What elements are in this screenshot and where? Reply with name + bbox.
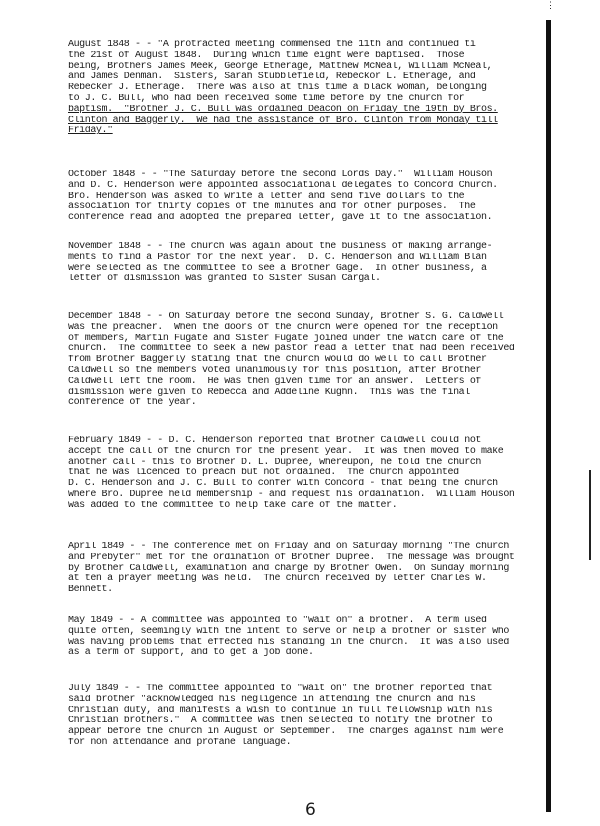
- text-line: August 1848 - - "A protracted meeting commensed the 11th and continued ti: [68, 40, 476, 50]
- text-line: conference of the year.: [68, 398, 197, 409]
- text-line: by Brother Caldwell, examination and charge by Brother Owen. On Sunday morning: [68, 563, 509, 574]
- text-line: February 1849 - - D. C. Henderson reported that Brother Caldwell could not: [68, 436, 481, 446]
- entry-april-1849: [68, 542, 598, 596]
- text-line: association for thirty copies of the minutes and for other purposes. The: [68, 202, 476, 213]
- text-line: appear before the church in August or September. The charges against him were: [68, 727, 504, 738]
- text-line: December 1848 - - On Saturday before the second Sunday, Brother S. G. Caldwell: [68, 312, 504, 322]
- text-line: Friday.": [68, 126, 113, 137]
- text-line: Clinton and Baggerly. We had the assistance of Bro. Clinton from Monday till: [68, 115, 498, 126]
- text-line: church. The committee to seek a new pastor read a letter that had been received: [68, 344, 515, 355]
- text-line: for non attendance and profane language.: [68, 737, 292, 748]
- text-line: ments to find a Pastor for the next year. D. C. Henderson and William Blan: [68, 252, 487, 263]
- text-line: as a term of support, and to get a job done.: [68, 648, 314, 659]
- text-line: the 21st of August 1848. During which time eight were baptised. Those: [68, 50, 465, 61]
- text-line: and D. C. Henderson were appointed associational delegates to Concord Church.: [68, 180, 498, 191]
- text-line: Bennett.: [68, 585, 113, 596]
- page-number: 6: [305, 800, 316, 820]
- text-line: dismission were given to Rebecca and Addeline Kughn. This was the final: [68, 387, 470, 398]
- text-line: of members, Martin Fugate and Sister Fugate joined under the watch care of the: [68, 333, 504, 344]
- text-line: July 1849 - - The committee appointed to "wait on" the brother reported that: [68, 684, 493, 694]
- text-line: conference read and adopted the prepared letter, gave it to the association.: [68, 213, 493, 224]
- corner-mark: ⋮: [546, 1, 555, 11]
- text-line: accept the call of the church for the present year. It was then moved to make: [68, 446, 504, 457]
- text-line: to J. C. Bull, who had been received some time before by the church for: [68, 93, 465, 104]
- text-line: where Bro. Dupree held membership - and request his ordaination. William Houson: [68, 489, 515, 500]
- entry-august-1848: [68, 40, 598, 137]
- text-line: May 1849 - - A committee was appointed to "wait on" a brother. A term used: [68, 616, 487, 626]
- text-line: and James Denman. Sisters, Sarah Stubblefield, Rebeckor L. Etherage, and: [68, 72, 476, 83]
- text-line: said brother "acknowledged his negligence in attending the church and his: [68, 694, 476, 705]
- text-line: was added to the committee to help take care of the matter.: [68, 500, 398, 511]
- text-line: Caldwell left the room. He was then given time for an answer. Letters of: [68, 376, 481, 387]
- text-line: letter of dismission was granted to Sister Susan Cargal.: [68, 274, 381, 285]
- text-line: was having problems that effected his standing in the church. It was also used: [68, 637, 509, 648]
- text-line: were selected as the committee to see a Brother Gage. In other business, a: [68, 263, 487, 274]
- text-line: baptism. "Brother J. C. Bull was ordained Deacon on Friday the 19th by Bros.: [68, 104, 498, 115]
- text-line: at ten a prayer meeting was held. The church received by letter Charles W.: [68, 574, 487, 585]
- entry-may-1849: [68, 616, 598, 659]
- entry-december-1848: [68, 312, 598, 409]
- entry-july-1849: [68, 684, 598, 749]
- entry-february-1849: [68, 436, 598, 512]
- text-line: Christian duty, and manifests a wish to continue in full fellowship with his: [68, 705, 493, 716]
- text-line: another call - this to Brother D. L. Dupree, whereupon, he told the church: [68, 457, 481, 468]
- text-line: Christian brothers." A committee was then selected to notify the brother to: [68, 716, 493, 727]
- entry-november-1848: [68, 242, 598, 285]
- margin-scan-bar: [546, 20, 551, 812]
- text-line: Rebecker J. Etherage. There was also at this time a black woman, belonging: [68, 83, 487, 94]
- text-line: November 1848 - - The church was again about the business of making arrange-: [68, 242, 493, 252]
- text-line: from Brother Baggerly stating that the church would do well to call Brother: [68, 355, 487, 366]
- margin-scan-mark: [589, 470, 591, 560]
- text-line: Bro. Henderson was asked to write a letter and send five dollars to the: [68, 191, 465, 202]
- text-line: October 1848 - - "The Saturday before the second Lords Day." William Houson: [68, 170, 493, 180]
- text-line: being, Brothers James Meek, George Etherage, Matthew McNeal, William McNeal,: [68, 61, 493, 72]
- text-line: April 1849 - - The conference met on Friday and on Saturday morning "The church: [68, 542, 509, 552]
- text-line: Caldwell so the members voted unanimously for this position, after Brother: [68, 365, 481, 376]
- text-line: quite often, seemingly with the intent to serve or help a brother or sister who: [68, 626, 509, 637]
- text-line: and Prebyter" met for the ordination of Brother Dupree. The message was brought: [68, 552, 515, 563]
- text-line: D. C. Henderson and J. C. Bull to confer with Concord - that being the church: [68, 479, 498, 490]
- entry-october-1848: [68, 170, 598, 224]
- text-line: that he was licenced to preach but not ordained. The church appointed: [68, 468, 459, 479]
- text-line: was the preacher. When the doors of the church were opened for the reception: [68, 322, 498, 333]
